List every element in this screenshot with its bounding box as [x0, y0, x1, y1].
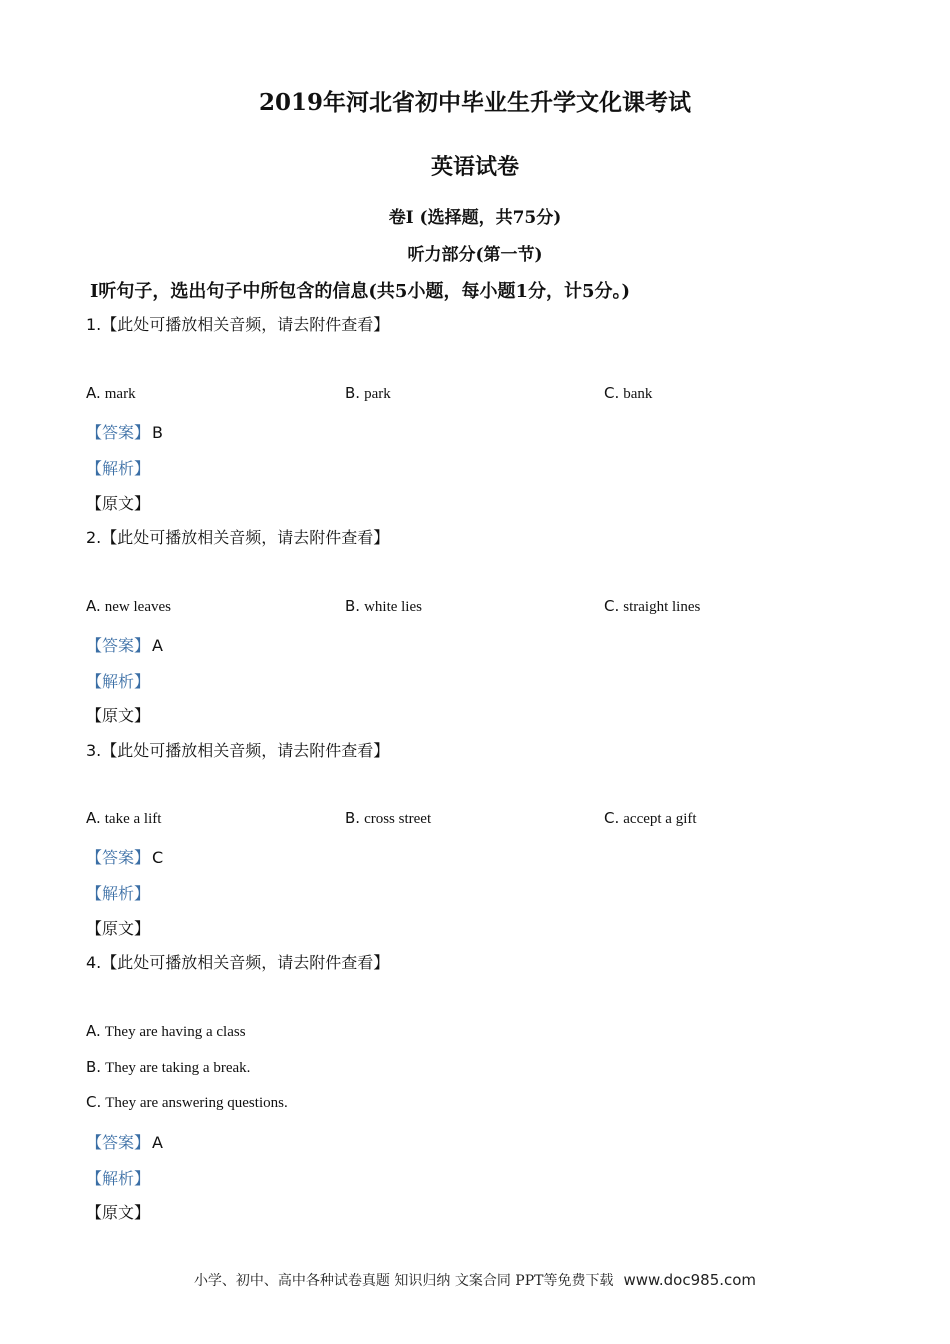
part-title: 卷Ⅰ (选择题，共75分) [388, 208, 562, 228]
option-b[interactable] [345, 384, 391, 403]
analysis-label [86, 881, 150, 904]
option-letter: C. [604, 809, 620, 827]
original-label: 【原文】 [86, 1203, 151, 1222]
original-label: 【原文】 [86, 494, 151, 513]
original-label: 【原文】 [86, 919, 151, 938]
option-letter: A. [86, 1022, 101, 1040]
option-text: accept a gift [623, 811, 697, 827]
question-4 [86, 950, 389, 973]
option-b[interactable] [345, 809, 431, 828]
answer-label [86, 420, 163, 443]
audio-prompt[interactable]: 【此处可播放相关音频，请去附件查看】 [101, 953, 390, 972]
page-title: 2019年河北省初中毕业生升学文化课考试 [258, 89, 691, 116]
footer-site-link[interactable]: www.doc985.com [623, 1271, 757, 1289]
answer-label [86, 1130, 163, 1153]
analysis-label [86, 669, 150, 692]
audio-prompt[interactable]: 【此处可播放相关音频，请去附件查看】 [101, 528, 390, 547]
option-letter: B. [345, 809, 361, 827]
answer-tag: 【答案】 [86, 423, 151, 442]
answer-value: A [152, 636, 163, 655]
question-number: 4. [86, 953, 102, 972]
option-a[interactable] [86, 1022, 246, 1041]
option-text: cross street [364, 811, 432, 827]
option-text: They are answering questions. [105, 1095, 288, 1111]
option-c[interactable] [86, 1093, 288, 1112]
footer-text: 小学、初中、高中各种试卷真题 知识归纳 文案合同 PPT等免费下载 [193, 1273, 614, 1289]
option-text: park [364, 386, 391, 402]
audio-prompt[interactable]: 【此处可播放相关音频，请去附件查看】 [101, 741, 390, 760]
option-letter: B. [345, 384, 361, 402]
answer-tag: 【答案】 [86, 636, 151, 655]
option-c[interactable] [604, 384, 652, 403]
option-a[interactable] [86, 809, 161, 828]
page-subtitle: 英语试卷 [430, 154, 519, 180]
question-1 [86, 312, 389, 335]
option-b[interactable] [86, 1058, 250, 1077]
original-label: 【原文】 [86, 706, 151, 725]
answer-value: C [152, 848, 164, 867]
answer-tag: 【答案】 [86, 848, 151, 867]
question-number: 3. [86, 741, 102, 760]
option-letter: B. [345, 597, 361, 615]
option-a[interactable] [86, 597, 171, 616]
analysis-label [86, 1166, 150, 1189]
analysis-tag: 【解析】 [86, 1169, 151, 1188]
option-c[interactable] [604, 597, 700, 616]
option-c[interactable] [604, 809, 697, 828]
option-text: take a lift [104, 811, 162, 827]
analysis-tag: 【解析】 [86, 884, 151, 903]
option-text: new leaves [104, 599, 171, 615]
answer-value: B [152, 423, 163, 442]
option-letter: A. [86, 809, 101, 827]
option-letter: B. [86, 1058, 102, 1076]
option-letter: A. [86, 384, 101, 402]
listening-title: 听力部分(第一节) [407, 245, 543, 265]
option-letter: C. [604, 384, 620, 402]
question-number: 2. [86, 528, 102, 547]
answer-label [86, 845, 163, 868]
option-a[interactable] [86, 384, 136, 403]
analysis-label [86, 456, 150, 479]
option-b[interactable] [345, 597, 422, 616]
option-letter: A. [86, 597, 101, 615]
option-text: white lies [364, 599, 422, 615]
question-2 [86, 525, 389, 548]
audio-prompt[interactable]: 【此处可播放相关音频，请去附件查看】 [101, 315, 390, 334]
option-letter: C. [604, 597, 620, 615]
option-text: bank [623, 386, 653, 402]
option-text: straight lines [623, 599, 701, 615]
answer-label [86, 633, 163, 656]
option-text: mark [104, 386, 136, 402]
footer [0, 1270, 950, 1290]
analysis-tag: 【解析】 [86, 672, 151, 691]
answer-value: A [152, 1133, 163, 1152]
question-number: 1. [86, 315, 102, 334]
section-header: Ⅰ听句子，选出句子中所包含的信息(共5小题，每小题1分，计5分。) [90, 281, 631, 302]
analysis-tag: 【解析】 [86, 459, 151, 478]
option-text: They are having a class [104, 1024, 246, 1040]
answer-tag: 【答案】 [86, 1133, 151, 1152]
option-text: They are taking a break. [105, 1060, 251, 1076]
option-letter: C. [86, 1093, 102, 1111]
question-3 [86, 738, 389, 761]
